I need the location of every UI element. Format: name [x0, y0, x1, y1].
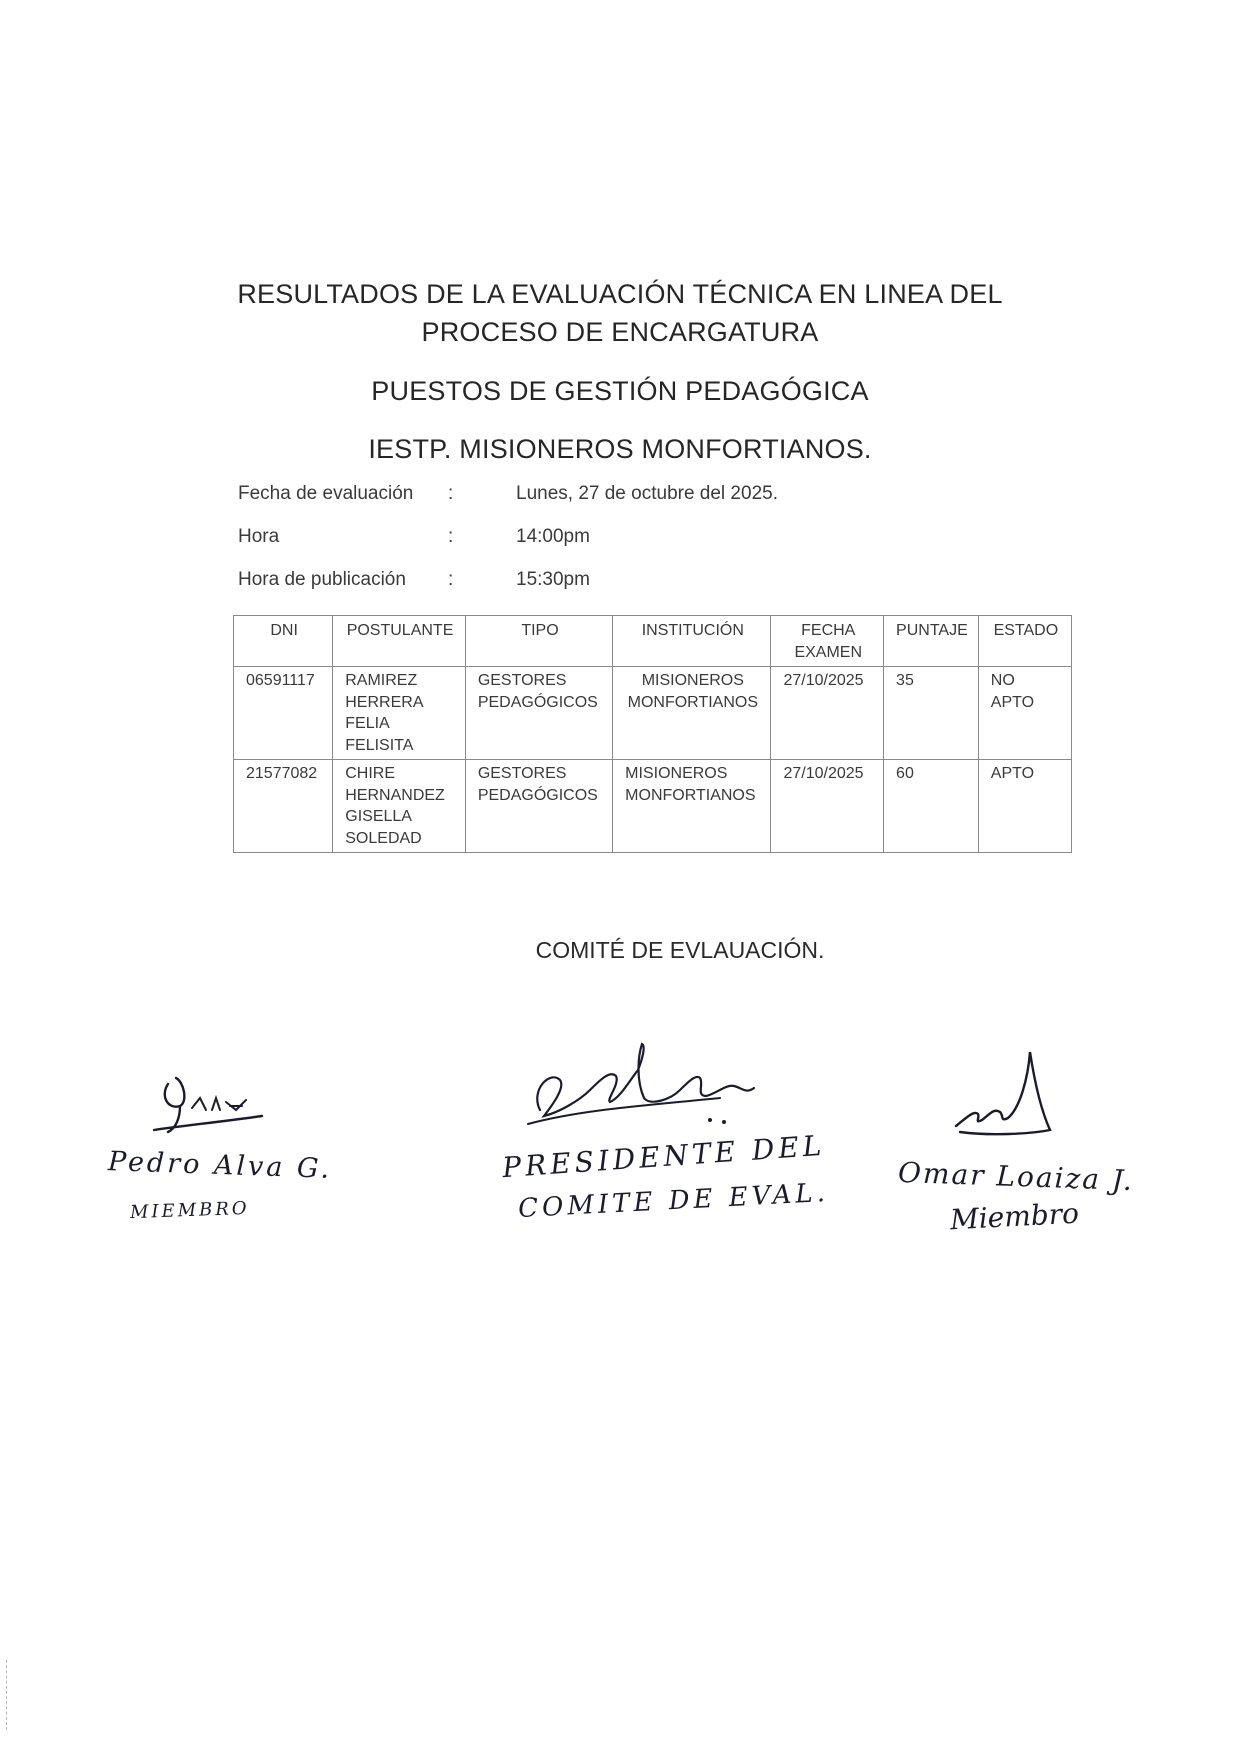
handwritten-signature-left [150, 1070, 270, 1140]
table-row [234, 760, 1072, 853]
publication-time-label: Hora de publicación [238, 569, 406, 590]
meta-row-evaluation-date [238, 483, 938, 509]
signature-block-left [100, 1070, 360, 1240]
cell-postulante: RAMIREZ HERRERA FELIA FELISITA [333, 667, 466, 760]
cell-estado: NO APTO [978, 667, 1071, 760]
document-subtitle-institution: IESTP. MISIONEROS MONFORTIANOS. [368, 434, 872, 464]
table-row [234, 667, 1072, 760]
evaluation-date-label: Fecha de evaluación [238, 483, 414, 504]
column-header-dni: DNI [234, 616, 333, 667]
cell-tipo: GESTORES PEDAGÓGICOS [465, 760, 612, 853]
cell-puntaje: 60 [884, 760, 979, 853]
column-header-puntaje: PUNTAJE [884, 616, 979, 667]
publication-time-separator: : [448, 569, 454, 590]
column-header-institucion: INSTITUCIÓN [613, 616, 771, 667]
document-title-line-1: RESULTADOS DE LA EVALUACIÓN TÉCNICA EN LINEA DEL [237, 279, 1003, 309]
meta-row-publication-time [238, 569, 938, 595]
publication-time-value: 15:30pm [516, 569, 590, 590]
column-header-fecha-examen: FECHA EXAMEN [771, 616, 884, 667]
time-label: Hora [238, 526, 280, 547]
evaluation-date-separator: : [448, 483, 454, 504]
committee-heading: COMITÉ DE EVLAUACIÓN. [535, 937, 825, 963]
cell-estado: APTO [978, 760, 1071, 853]
column-header-tipo: TIPO [465, 616, 612, 667]
handwritten-signature-right [950, 1048, 1060, 1148]
signer-role-right: Miembro [949, 1196, 1080, 1237]
signature-block-right [890, 1048, 1190, 1238]
cell-postulante: CHIRE HERNANDEZ GISELLA SOLEDAD [333, 760, 466, 853]
cell-institucion: MISIONEROS MONFORTIANOS [613, 760, 771, 853]
cell-puntaje: 35 [884, 667, 979, 760]
table-header-row [234, 616, 1072, 667]
document-title-line-2: PROCESO DE ENCARGATURA [421, 317, 819, 347]
cell-dni: 21577082 [234, 760, 333, 853]
meta-row-time [238, 526, 938, 552]
cell-fecha: 27/10/2025 [771, 667, 884, 760]
evaluation-date-value: Lunes, 27 de octubre del 2025. [516, 483, 778, 504]
signer-name-left: Pedro Alva G. [107, 1146, 333, 1185]
time-separator: : [448, 526, 454, 547]
cell-fecha: 27/10/2025 [771, 760, 884, 853]
handwritten-signature-center [520, 1040, 760, 1140]
signer-name-right: Omar Loaiza J. [897, 1155, 1135, 1198]
signer-role-center-line1: PRESIDENTE DEL [501, 1128, 827, 1185]
cell-dni: 06591117 [234, 667, 333, 760]
column-header-estado: ESTADO [978, 616, 1071, 667]
column-header-postulante: POSTULANTE [333, 616, 466, 667]
time-value: 14:00pm [516, 526, 590, 547]
cell-institucion: MISIONEROS MONFORTIANOS [613, 667, 771, 760]
signer-role-left: MIEMBRO [129, 1197, 250, 1224]
scan-edge-mark [6, 1660, 9, 1730]
cell-tipo: GESTORES PEDAGÓGICOS [465, 667, 612, 760]
document-subtitle-positions: PUESTOS DE GESTIÓN PEDAGÓGICA [371, 376, 869, 406]
results-table [233, 615, 1072, 853]
signature-block-center [490, 1040, 850, 1225]
signer-role-center-line2: COMITE DE EVAL. [517, 1177, 830, 1225]
